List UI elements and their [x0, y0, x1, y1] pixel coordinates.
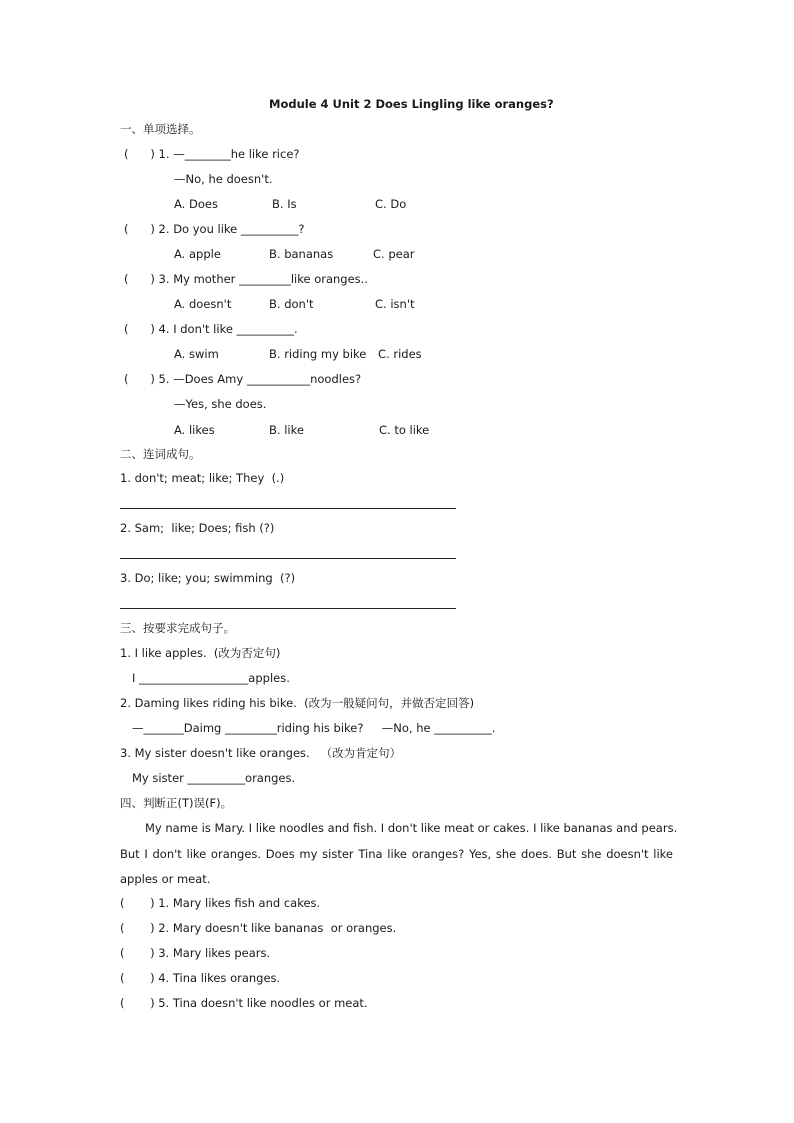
question-5: ( ) 5. —Does Amy ___________noodles? [124, 372, 362, 386]
question-3-option-b: B. don't [269, 297, 314, 311]
question-3: ( ) 3. My mother _________like oranges.. [124, 272, 368, 286]
judge-item-1: ( ) 1. Mary likes fish and cakes. [120, 896, 321, 910]
question-4-option-c: C. rides [378, 347, 422, 361]
reorder-item-2: 2. Sam; like; Does; fish (?) [120, 521, 275, 535]
reading-passage-line-1: My name is Mary. I like noodles and fish. I don't like meat or cakes. I like bananas and pears. [145, 821, 678, 835]
judge-item-2: ( ) 2. Mary doesn't like bananas or oranges. [120, 921, 397, 935]
answer-line-1 [120, 508, 456, 509]
section-3-heading: 三、按要求完成句子。 [120, 621, 235, 635]
question-1-option-a: A. Does [174, 197, 218, 211]
question-1-option-b: B. Is [272, 197, 297, 211]
section-2-heading: 二、连词成句。 [120, 447, 201, 461]
page-title: Module 4 Unit 2 Does Lingling like oranges? [269, 97, 554, 111]
reading-passage-line-2: But I don't like oranges. Does my sister Tina like oranges? Yes, she does. But she doesn't like [120, 847, 673, 861]
transform-item-3: 3. My sister doesn't like oranges. （改为肯定句） [120, 746, 402, 760]
question-3-option-c: C. isn't [375, 297, 415, 311]
transform-item-1: 1. I like apples. (改为否定句) [120, 646, 281, 660]
question-3-option-a: A. doesn't [174, 297, 232, 311]
reading-passage-line-3: apples or meat. [120, 872, 211, 886]
question-1-option-c: C. Do [375, 197, 407, 211]
answer-line-3 [120, 608, 456, 609]
question-1: ( ) 1. —________he like rice? [124, 147, 300, 161]
judge-item-4: ( ) 4. Tina likes oranges. [120, 971, 281, 985]
reorder-item-3: 3. Do; like; you; swimming (?) [120, 571, 296, 585]
question-5-option-a: A. likes [174, 423, 215, 437]
transform-item-2: 2. Daming likes riding his bike. (改为一般疑问句，并做否定回答) [120, 696, 475, 710]
judge-item-5: ( ) 5. Tina doesn't like noodles or meat. [120, 996, 368, 1010]
reorder-item-1: 1. don't; meat; like; They (.) [120, 471, 285, 485]
question-5-option-b: B. like [269, 423, 304, 437]
transform-item-2-answer: —_______Daimg _________riding his bike? —No, he __________. [132, 721, 496, 735]
question-2-option-b: B. bananas [269, 247, 334, 261]
transform-item-1-answer: I ___________________apples. [132, 671, 290, 685]
question-5-reply: —Yes, she does. [174, 397, 267, 411]
judge-item-3: ( ) 3. Mary likes pears. [120, 946, 271, 960]
question-2: ( ) 2. Do you like __________? [124, 222, 305, 236]
question-2-option-c: C. pear [373, 247, 415, 261]
question-4: ( ) 4. I don't like __________. [124, 322, 298, 336]
section-1-heading: 一、单项选择。 [120, 122, 201, 136]
question-4-option-a: A. swim [174, 347, 219, 361]
question-4-option-b: B. riding my bike [269, 347, 367, 361]
question-1-reply: —No, he doesn't. [174, 172, 273, 186]
question-5-option-c: C. to like [379, 423, 430, 437]
answer-line-2 [120, 558, 456, 559]
transform-item-3-answer: My sister __________oranges. [132, 771, 296, 785]
section-4-heading: 四、判断正(T)误(F)。 [120, 796, 233, 810]
question-2-option-a: A. apple [174, 247, 221, 261]
